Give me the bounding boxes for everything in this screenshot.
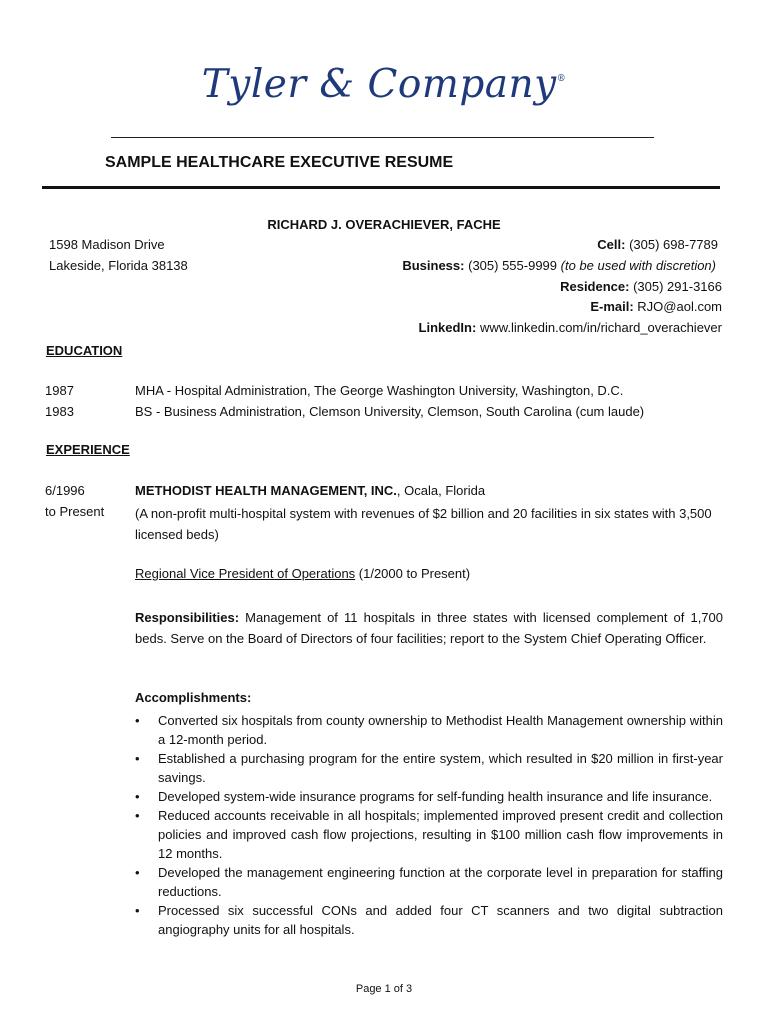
list-item: • Converted six hospitals from county ownership to Methodist Health Management ownership within a 12-month period. — [135, 713, 723, 747]
bullet-icon: • — [135, 713, 140, 728]
education-degree: BS - Business Administration, Clemson University, Clemson, South Carolina (cum laude) — [135, 404, 645, 419]
residence-phone: Residence: (305) 291-3166 — [560, 279, 722, 294]
experience-end-date: to Present — [45, 504, 105, 519]
list-item: • Established a purchasing program for the entire system, which resulted in $20 million in first-year savings. — [135, 751, 723, 785]
document-title: SAMPLE HEALTHCARE EXECUTIVE RESUME — [105, 154, 454, 171]
list-item: • Processed six successful CONs and added four CT scanners and two digital subtraction angiography units for all hospitals. — [135, 903, 723, 937]
bullet-icon: • — [135, 808, 140, 823]
business-phone: Business: (305) 555-9999 (to be used with discretion) — [402, 258, 716, 273]
bullet-icon: • — [135, 865, 140, 880]
experience-heading: EXPERIENCE — [46, 442, 130, 457]
page-number: Page 1 of 3 — [355, 983, 413, 995]
address-line-1: 1598 Madison Drive — [49, 237, 165, 252]
accomplishments-list — [135, 711, 723, 939]
cell-phone: Cell: (305) 698-7789 — [597, 237, 718, 252]
role-line: Regional Vice President of Operations (1/2000 to Present) — [135, 566, 471, 581]
email-contact: E-mail: RJO@aol.com — [590, 299, 722, 314]
list-item: • Reduced accounts receivable in all hospitals; implemented improved present credit and collection policies and improved cash flow projections, resulting in $100 million cash flow improvements in 12 months. — [135, 808, 723, 861]
list-item: • Developed system-wide insurance programs for self-funding health insurance and life insurance. — [135, 789, 713, 804]
title-rule — [42, 186, 720, 189]
education-heading: EDUCATION — [46, 343, 123, 358]
education-year: 1987 — [45, 383, 74, 398]
header-rule — [111, 137, 654, 138]
responsibilities-paragraph: Responsibilities: Management of 11 hospitals in three states with licensed complement of 1,700 beds. Serve on the Board of Directors of four facilities; report to the System Chief Operating Officer. — [135, 610, 723, 646]
address-line-2: Lakeside, Florida 38138 — [49, 258, 188, 273]
list-item: • Developed the management engineering function at the corporate level in preparation for staffing reductions. — [135, 865, 723, 899]
education-year: 1983 — [45, 404, 74, 419]
accomplishments-heading: Accomplishments: — [135, 690, 252, 705]
bullet-icon: • — [135, 903, 140, 918]
linkedin-contact: LinkedIn: www.linkedin.com/in/richard_overachiever — [418, 320, 722, 335]
candidate-name: RICHARD J. OVERACHIEVER, FACHE — [267, 217, 501, 232]
experience-start-date: 6/1996 — [45, 483, 85, 498]
company-logo: Tyler & Company® — [201, 62, 567, 107]
bullet-icon: • — [135, 789, 140, 804]
bullet-icon: • — [135, 751, 140, 766]
employer-description: (A non-profit multi-hospital system with revenues of $2 billion and 20 facilities in six states with 3,500 licensed beds) — [135, 506, 712, 542]
employer-line: METHODIST HEALTH MANAGEMENT, INC., Ocala, Florida — [135, 483, 486, 498]
education-degree: MHA - Hospital Administration, The George Washington University, Washington, D.C. — [135, 383, 624, 398]
